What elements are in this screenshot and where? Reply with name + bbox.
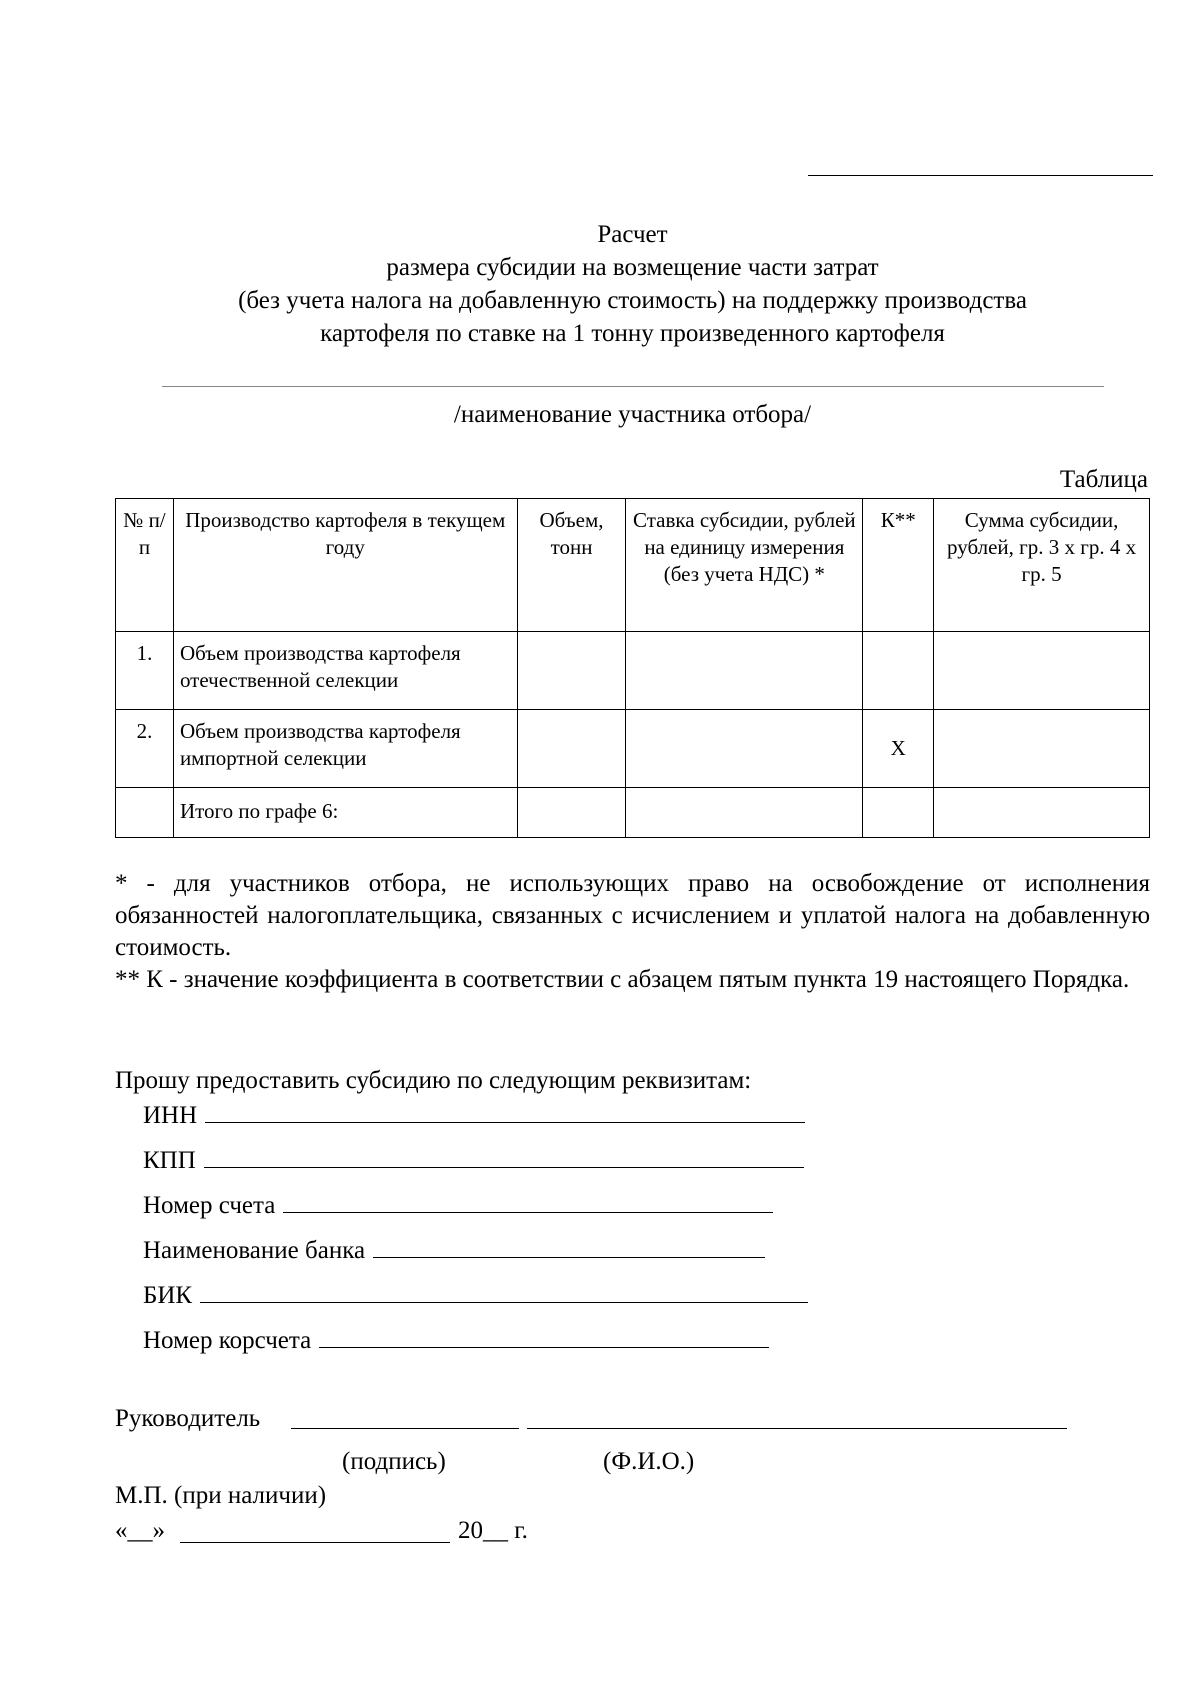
table-header-row <box>116 499 1150 632</box>
header-cell-k: К** <box>863 499 934 632</box>
participant-caption: /наименование участника отбора/ <box>453 401 812 428</box>
requisite-label: Наименование банка <box>143 1237 366 1264</box>
row-k[interactable] <box>863 632 934 710</box>
date-day: «__» <box>115 1517 165 1544</box>
header-cell-volume: Объем, тонн <box>517 499 626 632</box>
row-number: 1. <box>116 632 174 710</box>
table-row <box>116 632 1150 710</box>
row-k[interactable] <box>863 788 934 838</box>
row-volume[interactable] <box>517 788 626 838</box>
requisite-label: ИНН <box>143 1102 198 1129</box>
date-year: 20__ г. <box>458 1517 528 1544</box>
table-total-row <box>116 788 1150 838</box>
row-rate[interactable] <box>626 710 863 788</box>
requisite-label: Номер счета <box>143 1192 276 1219</box>
footnote-k: ** К - значение коэффициента в соответствии с абзацем пятым пункта 19 настоящего Порядка. <box>115 966 1130 993</box>
requisite-label: КПП <box>143 1147 196 1174</box>
row-k: X <box>863 710 934 788</box>
signature-caption: (подпись) <box>342 1448 446 1475</box>
date-month-line[interactable] <box>180 1542 450 1543</box>
requisite-bank <box>143 1235 765 1265</box>
requisites-intro: Прошу предоставить субсидию по следующим реквизитам: <box>115 1067 752 1094</box>
row-number <box>116 788 174 838</box>
account-input-line[interactable] <box>283 1190 773 1213</box>
requisite-label: БИК <box>143 1282 193 1309</box>
subsidy-table <box>115 498 1150 838</box>
requisite-account <box>143 1190 773 1220</box>
subtitle-line-3: картофеля по ставке на 1 тонну произведенного картофеля <box>320 320 945 347</box>
requisite-inn <box>143 1100 805 1130</box>
row-volume[interactable] <box>517 710 626 788</box>
row-rate[interactable] <box>626 632 863 710</box>
full-name-line[interactable] <box>527 1428 1067 1429</box>
row-sum[interactable] <box>934 710 1150 788</box>
requisite-bik <box>143 1280 808 1310</box>
table-caption: Таблица <box>1059 466 1148 493</box>
inn-input-line[interactable] <box>205 1100 805 1123</box>
row-name: Объем производства картофеля импортной селекции <box>173 710 517 788</box>
requisite-label: Номер корсчета <box>143 1327 312 1354</box>
kpp-input-line[interactable] <box>204 1145 804 1168</box>
participant-name-line <box>162 386 1104 387</box>
header-cell-number: № п/п <box>116 499 174 632</box>
row-name: Объем производства картофеля отечественной селекции <box>173 632 517 710</box>
table-row <box>116 710 1150 788</box>
row-rate[interactable] <box>626 788 863 838</box>
row-name: Итого по графе 6: <box>173 788 517 838</box>
footnote-vat: * - для участников отбора, не использующих право на освобождение от исполнения обязанностей налогоплательщика, связанных с исчислением и уплатой налога на добавленную стоимость. <box>115 870 1150 961</box>
top-right-blank-line <box>808 175 1153 176</box>
head-label: Руководитель <box>115 1405 261 1432</box>
footnotes <box>115 868 1150 996</box>
title-block <box>0 218 1200 350</box>
stamp-label: М.П. (при наличии) <box>115 1482 327 1509</box>
full-name-caption: (Ф.И.О.) <box>603 1448 695 1475</box>
document-title: Расчет <box>597 221 668 248</box>
row-sum[interactable] <box>934 788 1150 838</box>
header-cell-rate: Ставка субсидии, рублей на единицу измерения (без учета НДС) * <box>626 499 863 632</box>
row-sum[interactable] <box>934 632 1150 710</box>
bik-input-line[interactable] <box>200 1280 808 1303</box>
row-number: 2. <box>116 710 174 788</box>
bank-input-line[interactable] <box>373 1235 765 1258</box>
header-cell-sum: Сумма субсидии, рублей, гр. 3 х гр. 4 х гр. 5 <box>934 499 1150 632</box>
subtitle-line-1: размера субсидии на возмещение части затрат <box>386 254 879 281</box>
subtitle-line-2: (без учета налога на добавленную стоимость) на поддержку производства <box>238 287 1027 314</box>
requisite-kpp <box>143 1145 804 1175</box>
signature-line[interactable] <box>291 1428 519 1429</box>
row-volume[interactable] <box>517 632 626 710</box>
requisite-corr-account <box>143 1325 769 1355</box>
header-cell-production: Производство картофеля в текущем году <box>173 499 517 632</box>
corr-account-input-line[interactable] <box>319 1325 769 1348</box>
